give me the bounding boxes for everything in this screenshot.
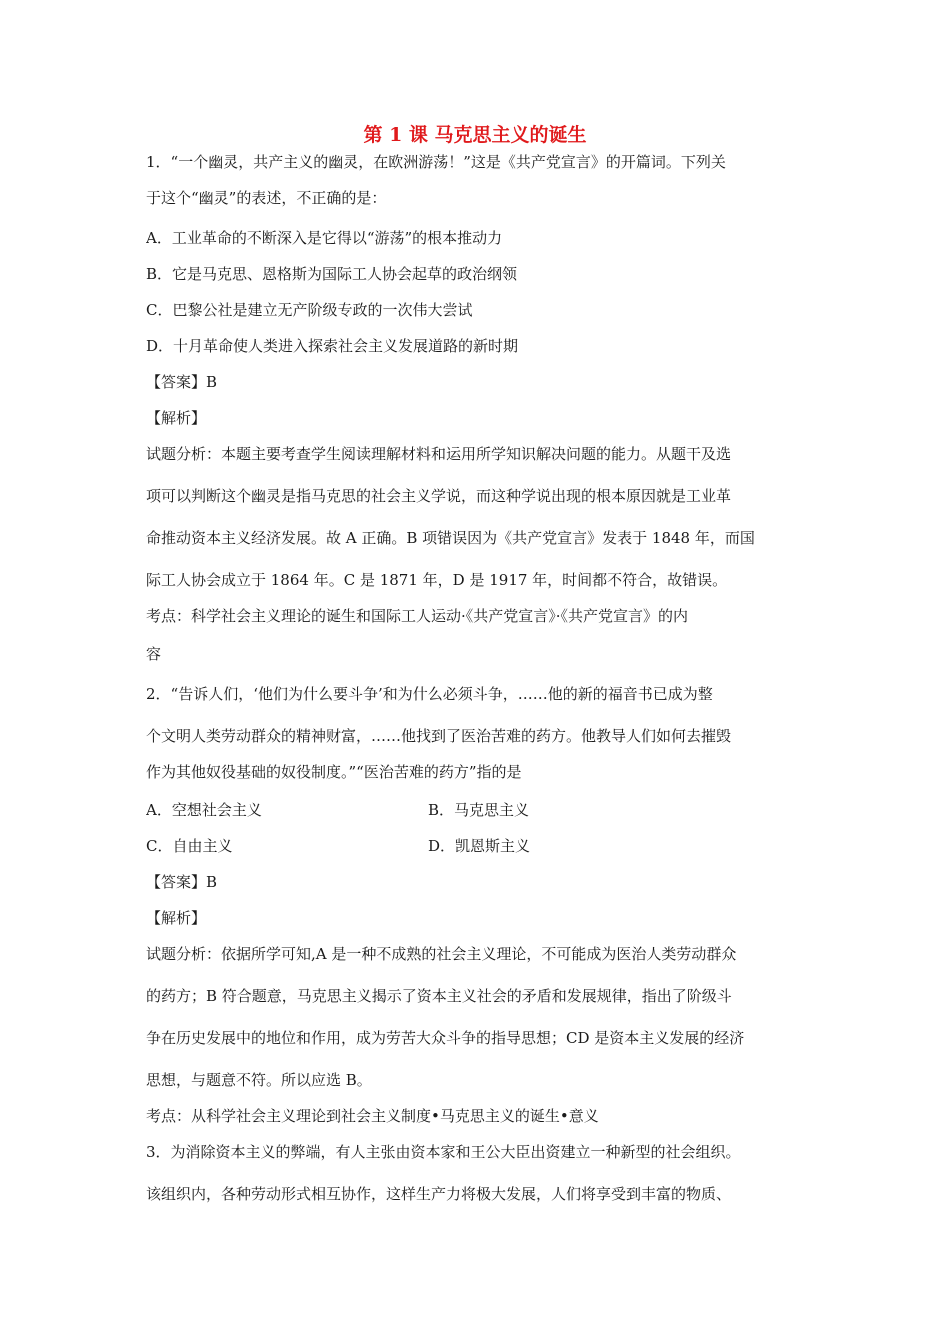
q1-option-c: C．巴黎公社是建立无产阶级专政的一次伟大尝试 [146, 301, 473, 319]
q1-kaodian-line-1: 考点：科学社会主义理论的诞生和国际工人运动·《共产党宣言》·《共产党宣言》的内 [146, 607, 689, 625]
q2-answer: 【答案】B [146, 873, 218, 891]
q2-option-b: B．马克思主义 [428, 801, 530, 819]
q2-stem-line-3: 作为其他奴役基础的奴役制度。”“医治苦难的药方”指的是 [146, 763, 522, 781]
q1-option-b: B．它是马克思、恩格斯为国际工人协会起草的政治纲领 [146, 265, 518, 283]
q2-analysis-line-4: 思想，与题意不符。所以应选 B。 [146, 1071, 372, 1089]
q2-option-a: A．空想社会主义 [146, 801, 262, 819]
lesson-title: 第 1 课 马克思主义的诞生 [363, 124, 587, 146]
q2-analysis-heading: 【解析】 [146, 909, 207, 927]
q1-stem-line-2: 于这个“幽灵”的表述，不正确的是： [146, 189, 387, 207]
q1-analysis-line-1: 试题分析：本题主要考查学生阅读理解材料和运用所学知识解决问题的能力。从题干及选 [146, 445, 732, 463]
q1-analysis-heading: 【解析】 [146, 409, 207, 427]
q2-analysis-line-2: 的药方；B 符合题意，马克思主义揭示了资本主义社会的矛盾和发展规律，指出了阶级斗 [146, 987, 732, 1005]
q2-analysis-line-1: 试题分析：依据所学可知,A 是一种不成熟的社会主义理论，不可能成为医治人类劳动群众 [146, 945, 737, 963]
q2-stem-line-2: 个文明人类劳动群众的精神财富，……他找到了医治苦难的药方。他教导人们如何去摧毁 [146, 727, 732, 745]
q2-kaodian: 考点：从科学社会主义理论到社会主义制度•马克思主义的诞生•意义 [146, 1107, 599, 1125]
q1-option-a: A．工业革命的不断深入是它得以“游荡”的根本推动力 [146, 229, 503, 247]
q2-analysis-line-3: 争在历史发展中的地位和作用，成为劳苦大众斗争的指导思想；CD 是资本主义发展的经济 [146, 1029, 745, 1047]
q1-option-d: D．十月革命使人类进入探索社会主义发展道路的新时期 [146, 337, 519, 355]
q1-analysis-line-2: 项可以判断这个幽灵是指马克思的社会主义学说，而这种学说出现的根本原因就是工业革 [146, 487, 732, 505]
q1-analysis-line-4: 际工人协会成立于 1864 年。C 是 1871 年，D 是 1917 年，时间都不符合，故错误。 [146, 571, 728, 589]
q2-stem-line-1: 2．“告诉人们，‘他们为什么要斗争’和为什么必须斗争，……他的新的福音书已成为整 [146, 685, 713, 703]
q1-analysis-line-3: 命推动资本主义经济发展。故 A 正确。B 项错误因为《共产党宣言》发表于 1848 年，而国 [146, 529, 755, 547]
q1-answer: 【答案】B [146, 373, 218, 391]
q3-stem-line-2: 该组织内，各种劳动形式相互协作，这样生产力将极大发展，人们将享受到丰富的物质、 [146, 1185, 732, 1203]
q1-stem-line-1: 1．“一个幽灵，共产主义的幽灵，在欧洲游荡！”这是《共产党宣言》的开篇词。下列关 [146, 153, 726, 171]
q1-kaodian-line-2: 容 [146, 645, 162, 663]
q2-option-c: C．自由主义 [146, 837, 233, 855]
q3-stem-line-1: 3．为消除资本主义的弊端，有人主张由资本家和王公大臣出资建立一种新型的社会组织。 [146, 1143, 741, 1161]
q2-option-d: D．凯恩斯主义 [428, 837, 531, 855]
